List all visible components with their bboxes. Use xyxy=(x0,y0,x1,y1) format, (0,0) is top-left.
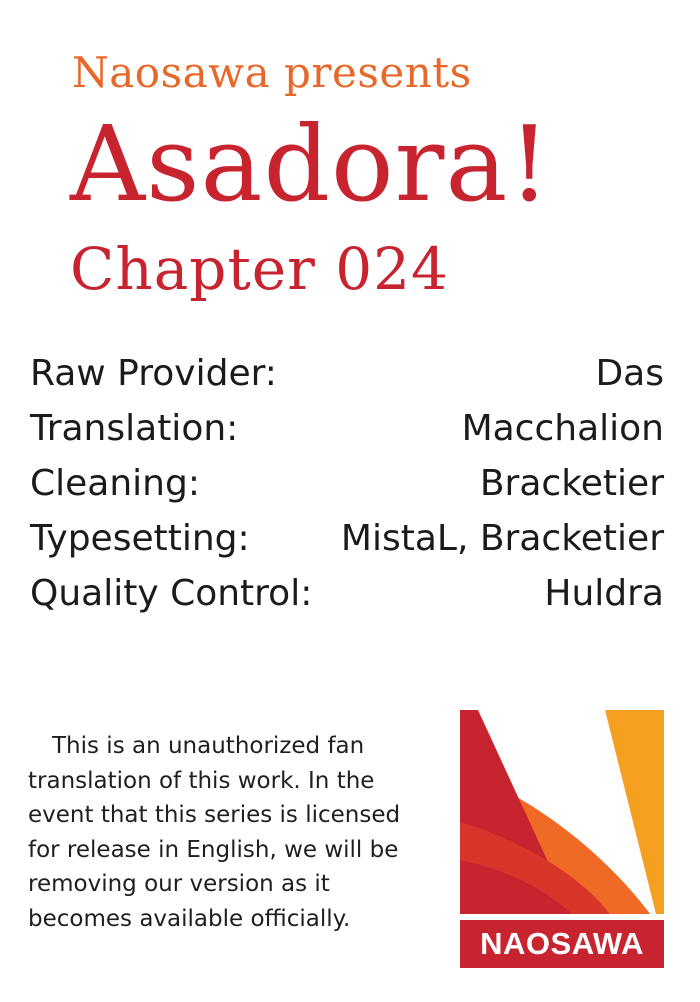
credit-name: Bracketier xyxy=(479,463,664,504)
credit-row-typesetting xyxy=(30,515,664,570)
credit-row-cleaning xyxy=(30,460,664,515)
credit-role: Raw Provider: xyxy=(30,353,277,394)
naosawa-logo-mark xyxy=(460,710,664,920)
credit-role: Cleaning: xyxy=(30,463,200,504)
naosawa-logo xyxy=(460,710,664,968)
presents-line: Naosawa presents xyxy=(72,48,472,97)
credit-role: Typesetting: xyxy=(30,518,250,559)
credit-role: Translation: xyxy=(30,408,239,449)
logo-wordmark: NAOSAWA xyxy=(460,920,664,968)
credit-name: Macchalion xyxy=(461,408,664,449)
page-title: Asadora! xyxy=(70,103,552,225)
chapter-label: Chapter 024 xyxy=(70,235,449,303)
credit-name: Das xyxy=(595,353,664,394)
credit-row-quality-control xyxy=(30,570,664,625)
disclaimer-notice: This is an unauthorized fan translation of this work. In the event that this series is licensed for release in English, we will be removing our version as it becomes available officially. xyxy=(28,733,401,932)
credits-list xyxy=(30,350,664,625)
credit-name: Huldra xyxy=(544,573,664,614)
credit-role: Quality Control: xyxy=(30,573,313,614)
credit-row-translation xyxy=(30,405,664,460)
credit-row-raw-provider xyxy=(30,350,664,405)
credit-name: MistaL, Bracketier xyxy=(340,518,664,559)
